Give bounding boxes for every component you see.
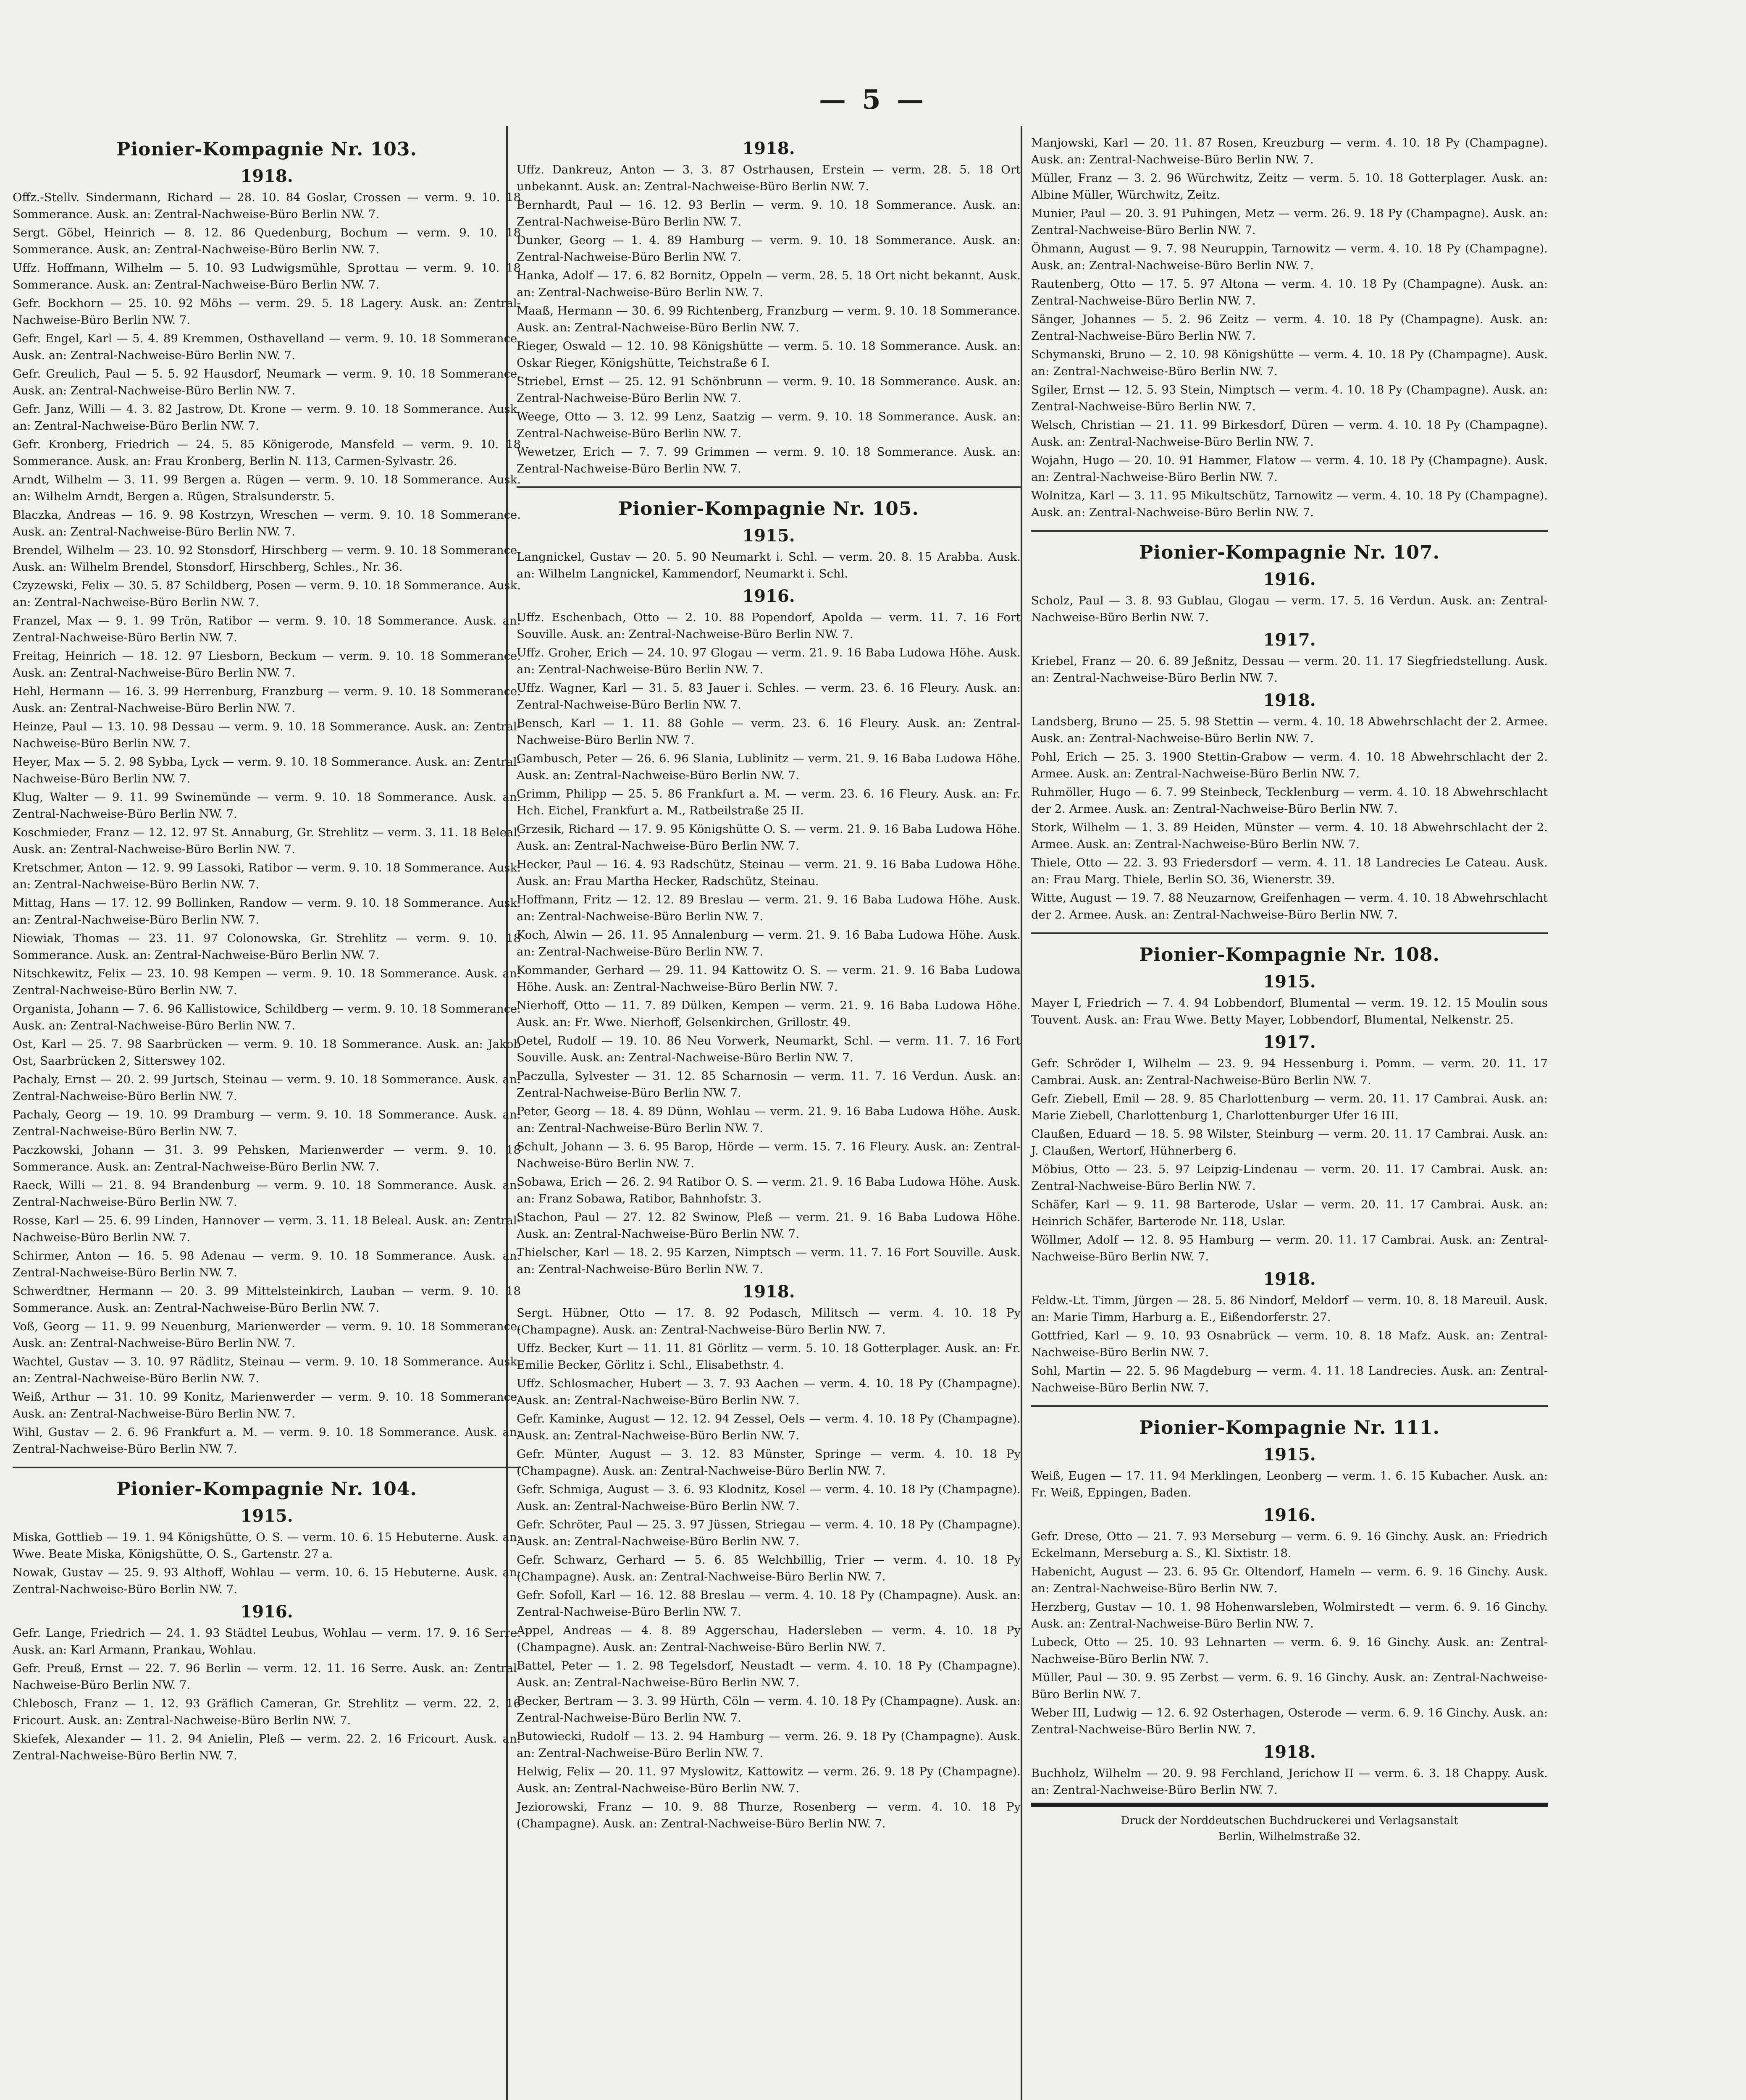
casualty-entry: Gefr. Kronberg, Friedrich — 24. 5. 85 Königerode, Mansfeld — verm. 9. 10. 18 Sommerance. Ausk. an: Frau Kronberg, Berlin N. 113, Carmen-Sylvastr. 26. [13, 438, 521, 468]
year-heading: 1917. [1263, 1032, 1316, 1052]
casualty-entry: Miska, Gottlieb — 19. 1. 94 Königshütte, O. S. — verm. 10. 6. 15 Hebuterne. Ausk. an: Wwe. Beate Miska, Königshütte, O. S., Gartenstr. 27 a. [13, 1530, 521, 1561]
casualty-entry: Schymanski, Bruno — 2. 10. 98 Königshütte — verm. 4. 10. 18 Py (Champagne). Ausk. an: Zentral-Nachweise-Büro Berlin NW. 7. [1031, 348, 1548, 378]
company-heading: Pionier-Kompagnie Nr. 104. [116, 1478, 417, 1500]
casualty-entry: Möbius, Otto — 23. 5. 97 Leipzig-Lindenau — verm. 20. 11. 17 Cambrai. Ausk. an: Zentral-Nachweise-Büro Berlin NW. 7. [1031, 1163, 1548, 1193]
company-heading: Pionier-Kompagnie Nr. 108. [1139, 944, 1440, 966]
casualty-entry: Brendel, Wilhelm — 23. 10. 92 Stonsdorf, Hirschberg — verm. 9. 10. 18 Sommerance. Ausk. an: Wilhelm Brendel, Stonsdorf, Hirschberg, Schles., Nr. 36. [13, 543, 521, 574]
casualty-entry: Gefr. Schmiga, August — 3. 6. 93 Klodnitz, Kosel — verm. 4. 10. 18 Py (Champagne). Ausk. an: Zentral-Nachweise-Büro Berlin NW. 7. [517, 1483, 1021, 1513]
casualty-entry: Kriebel, Franz — 20. 6. 89 Jeßnitz, Dessau — verm. 20. 11. 17 Siegfriedstellung. Ausk. an: Zentral-Nachweise-Büro Berlin NW. 7. [1031, 654, 1548, 685]
casualty-entry: Pachaly, Georg — 19. 10. 99 Dramburg — verm. 9. 10. 18 Sommerance. Ausk. an: Zentral-Nachweise-Büro Berlin NW. 7. [13, 1108, 521, 1138]
casualty-entry: Kommander, Gerhard — 29. 11. 94 Kattowitz O. S. — verm. 21. 9. 16 Baba Ludowa Höhe. Ausk. an: Zentral-Nachweise-Büro Berlin NW. 7. [517, 963, 1021, 994]
casualty-entry: Gefr. Ziebell, Emil — 28. 9. 85 Charlottenburg — verm. 20. 11. 17 Cambrai. Ausk. an: Marie Ziebell, Charlottenburg 1, Charlottenburger Ufer 16 III. [1031, 1092, 1548, 1122]
casualty-entry: Welsch, Christian — 21. 11. 99 Birkesdorf, Düren — verm. 4. 10. 18 Py (Champagne). Ausk. an: Zentral-Nachweise-Büro Berlin NW. 7. [1031, 418, 1548, 449]
casualty-entry: Czyzewski, Felix — 30. 5. 87 Schildberg, Posen — verm. 9. 10. 18 Sommerance. Ausk. an: Zentral-Nachweise-Büro Berlin NW. 7. [13, 579, 521, 609]
casualty-entry: Gefr. Schwarz, Gerhard — 5. 6. 85 Welchbillig, Trier — verm. 4. 10. 18 Py (Champagne). Ausk. an: Zentral-Nachweise-Büro Berlin NW. 7. [517, 1553, 1021, 1583]
casualty-entry: Nitschkewitz, Felix — 23. 10. 98 Kempen — verm. 9. 10. 18 Sommerance. Ausk. an: Zentral-Nachweise-Büro Berlin NW. 7. [13, 967, 521, 997]
casualty-entry: Uffz. Wagner, Karl — 31. 5. 83 Jauer i. Schles. — verm. 23. 6. 16 Fleury. Ausk. an: Zentral-Nachweise-Büro Berlin NW. 7. [517, 681, 1021, 711]
column-middle [517, 134, 1021, 1834]
casualty-entry: Bensch, Karl — 1. 11. 88 Gohle — verm. 23. 6. 16 Fleury. Ausk. an: Zentral-Nachweise-Büro Berlin NW. 7. [517, 717, 1021, 747]
casualty-entry: Müller, Franz — 3. 2. 96 Würchwitz, Zeitz — verm. 5. 10. 18 Gotterplager. Ausk. an: Albine Müller, Würchwitz, Zeitz. [1031, 171, 1548, 202]
casualty-entry: Franzel, Max — 9. 1. 99 Trön, Ratibor — verm. 9. 10. 18 Sommerance. Ausk. an: Zentral-Nachweise-Büro Berlin NW. 7. [13, 614, 521, 644]
casualty-entry: Lubeck, Otto — 25. 10. 93 Lehnarten — verm. 6. 9. 16 Ginchy. Ausk. an: Zentral-Nachweise-Büro Berlin NW. 7. [1031, 1635, 1548, 1666]
casualty-entry: Landsberg, Bruno — 25. 5. 98 Stettin — verm. 4. 10. 18 Abwehrschlacht der 2. Armee. Ausk. an: Zentral-Nachweise-Büro Berlin NW. 7. [1031, 715, 1548, 745]
casualty-entry: Voß, Georg — 11. 9. 99 Neuenburg, Marienwerder — verm. 9. 10. 18 Sommerance. Ausk. an: Zentral-Nachweise-Büro Berlin NW. 7. [13, 1320, 521, 1350]
casualty-entry: Battel, Peter — 1. 2. 98 Tegelsdorf, Neustadt — verm. 4. 10. 18 Py (Champagne). Ausk. an: Zentral-Nachweise-Büro Berlin NW. 7. [517, 1659, 1021, 1689]
casualty-entry: Appel, Andreas — 4. 8. 89 Aggerschau, Hadersleben — verm. 4. 10. 18 Py (Champagne). Ausk. an: Zentral-Nachweise-Büro Berlin NW. 7. [517, 1624, 1021, 1654]
casualty-entry: Sergt. Hübner, Otto — 17. 8. 92 Podasch, Militsch — verm. 4. 10. 18 Py (Champagne). Ausk. an: Zentral-Nachweise-Büro Berlin NW. 7. [517, 1306, 1021, 1336]
casualty-entry: Oetel, Rudolf — 19. 10. 86 Neu Vorwerk, Neumarkt, Schl. — verm. 11. 7. 16 Fort Souville. Ausk. an: Zentral-Nachweise-Büro Berlin NW. 7. [517, 1034, 1021, 1064]
casualty-entry: Paczkowski, Johann — 31. 3. 99 Pehsken, Marienwerder — verm. 9. 10. 18 Sommerance. Ausk. an: Zentral-Nachweise-Büro Berlin NW. 7. [13, 1143, 521, 1173]
casualty-entry: Rosse, Karl — 25. 6. 99 Linden, Hannover — verm. 3. 11. 18 Beleal. Ausk. an: Zentral-Nachweise-Büro Berlin NW. 7. [13, 1214, 521, 1244]
casualty-entry: Rautenberg, Otto — 17. 5. 97 Altona — verm. 4. 10. 18 Py (Champagne). Ausk. an: Zentral-Nachweise-Büro Berlin NW. 7. [1031, 277, 1548, 307]
casualty-entry: Wachtel, Gustav — 3. 10. 97 Rädlitz, Steinau — verm. 9. 10. 18 Sommerance. Ausk. an: Zentral-Nachweise-Büro Berlin NW. 7. [13, 1355, 521, 1385]
section-divider [13, 1467, 521, 1468]
casualty-entry: Gefr. Kaminke, August — 12. 12. 94 Zessel, Oels — verm. 4. 10. 18 Py (Champagne). Ausk. an: Zentral-Nachweise-Büro Berlin NW. 7. [517, 1412, 1021, 1442]
casualty-entry: Wihl, Gustav — 2. 6. 96 Frankfurt a. M. — verm. 9. 10. 18 Sommerance. Ausk. an: Zentral-Nachweise-Büro Berlin NW. 7. [13, 1425, 521, 1456]
casualty-entry: Wöllmer, Adolf — 12. 8. 95 Hamburg — verm. 20. 11. 17 Cambrai. Ausk. an: Zentral-Nachweise-Büro Berlin NW. 7. [1031, 1233, 1548, 1263]
printer-line-2: Berlin, Wilhelmstraße 32. [1218, 1830, 1361, 1843]
year-heading: 1918. [1263, 690, 1316, 710]
casualty-entry: Arndt, Wilhelm — 3. 11. 99 Bergen a. Rügen — verm. 9. 10. 18 Sommerance. Ausk. an: Wilhelm Arndt, Bergen a. Rügen, Stralsunderstr. 5. [13, 473, 521, 503]
casualty-entry: Langnickel, Gustav — 20. 5. 90 Neumarkt i. Schl. — verm. 20. 8. 15 Arabba. Ausk. an: Wilhelm Langnickel, Kammendorf, Neumarkt i. Schl. [517, 550, 1021, 580]
year-heading: 1917. [1263, 630, 1316, 650]
casualty-entry: Grimm, Philipp — 25. 5. 86 Frankfurt a. M. — verm. 23. 6. 16 Fleury. Ausk. an: Fr. Hch. Eichel, Frankfurt a. M., Ratbeilstraße 25 II. [517, 787, 1021, 817]
casualty-entry: Herzberg, Gustav — 10. 1. 98 Hohenwarsleben, Wolmirstedt — verm. 6. 9. 16 Ginchy. Ausk. an: Zentral-Nachweise-Büro Berlin NW. 7. [1031, 1600, 1548, 1630]
casualty-entry: Chlebosch, Franz — 1. 12. 93 Gräflich Cameran, Gr. Strehlitz — verm. 22. 2. 16 Fricourt. Ausk. an: Zentral-Nachweise-Büro Berlin NW. 7. [13, 1697, 521, 1727]
casualty-entry: Thiele, Otto — 22. 3. 93 Friedersdorf — verm. 4. 11. 18 Landrecies Le Cateau. Ausk. an: Frau Marg. Thiele, Berlin SO. 36, Wienerstr. 39. [1031, 856, 1548, 886]
section-divider [1031, 932, 1548, 934]
casualty-entry: Scholz, Paul — 3. 8. 93 Gublau, Glogau — verm. 17. 5. 16 Verdun. Ausk. an: Zentral-Nachweise-Büro Berlin NW. 7. [1031, 594, 1548, 624]
casualty-entry: Sohl, Martin — 22. 5. 96 Magdeburg — verm. 4. 11. 18 Landrecies. Ausk. an: Zentral-Nachweise-Büro Berlin NW. 7. [1031, 1364, 1548, 1394]
casualty-entry: Claußen, Eduard — 18. 5. 98 Wilster, Steinburg — verm. 20. 11. 17 Cambrai. Ausk. an: J. Claußen, Wertorf, Hühnerberg 6. [1031, 1127, 1548, 1158]
year-heading: 1915. [742, 526, 795, 546]
casualty-entry: Habenicht, August — 23. 6. 95 Gr. Oltendorf, Hameln — verm. 6. 9. 16 Ginchy. Ausk. an: Zentral-Nachweise-Büro Berlin NW. 7. [1031, 1565, 1548, 1595]
casualty-entry: Stachon, Paul — 27. 12. 82 Swinow, Pleß — verm. 21. 9. 16 Baba Ludowa Höhe. Ausk. an: Zentral-Nachweise-Büro Berlin NW. 7. [517, 1210, 1021, 1241]
year-heading: 1918. [1263, 1742, 1316, 1762]
casualty-entry: Hoffmann, Fritz — 12. 12. 89 Breslau — verm. 21. 9. 16 Baba Ludowa Höhe. Ausk. an: Zentral-Nachweise-Büro Berlin NW. 7. [517, 893, 1021, 923]
year-heading: 1916. [240, 1602, 293, 1622]
casualty-entry: Schirmer, Anton — 16. 5. 98 Adenau — verm. 9. 10. 18 Sommerance. Ausk. an: Zentral-Nachweise-Büro Berlin NW. 7. [13, 1249, 521, 1279]
casualty-entry: Striebel, Ernst — 25. 12. 91 Schönbrunn — verm. 9. 10. 18 Sommerance. Ausk. an: Zentral-Nachweise-Büro Berlin NW. 7. [517, 375, 1021, 405]
casualty-entry: Skiefek, Alexander — 11. 2. 94 Anielin, Pleß — verm. 22. 2. 16 Fricourt. Ausk. an: Zentral-Nachweise-Büro Berlin NW. 7. [13, 1732, 521, 1762]
casualty-entry: Weiß, Arthur — 31. 10. 99 Konitz, Marienwerder — verm. 9. 10. 18 Sommerance. Ausk. an: Zentral-Nachweise-Büro Berlin NW. 7. [13, 1390, 521, 1420]
year-heading: 1915. [1263, 972, 1316, 992]
casualty-entry: Wojahn, Hugo — 20. 10. 91 Hammer, Flatow — verm. 4. 10. 18 Py (Champagne). Ausk. an: Zentral-Nachweise-Büro Berlin NW. 7. [1031, 454, 1548, 484]
casualty-entry: Gefr. Janz, Willi — 4. 3. 82 Jastrow, Dt. Krone — verm. 9. 10. 18 Sommerance. Ausk. an: Zentral-Nachweise-Büro Berlin NW. 7. [13, 402, 521, 433]
casualty-entry: Paczulla, Sylvester — 31. 12. 85 Scharnosin — verm. 11. 7. 16 Verdun. Ausk. an: Zentral-Nachweise-Büro Berlin NW. 7. [517, 1069, 1021, 1100]
casualty-entry: Wewetzer, Erich — 7. 7. 99 Grimmen — verm. 9. 10. 18 Sommerance. Ausk. an: Zentral-Nachweise-Büro Berlin NW. 7. [517, 445, 1021, 475]
casualty-entry: Munier, Paul — 20. 3. 91 Puhingen, Metz — verm. 26. 9. 18 Py (Champagne). Ausk. an: Zentral-Nachweise-Büro Berlin NW. 7. [1031, 207, 1548, 237]
casualty-entry: Gefr. Münter, August — 3. 12. 83 Münster, Springe — verm. 4. 10. 18 Py (Champagne). Ausk. an: Zentral-Nachweise-Büro Berlin NW. 7. [517, 1447, 1021, 1478]
casualty-entry: Gefr. Drese, Otto — 21. 7. 93 Merseburg — verm. 6. 9. 16 Ginchy. Ausk. an: Friedrich Eckelmann, Merseburg a. S., Kl. Sixtistr. 18. [1031, 1530, 1548, 1560]
casualty-entry: Dunker, Georg — 1. 4. 89 Hamburg — verm. 9. 10. 18 Sommerance. Ausk. an: Zentral-Nachweise-Büro Berlin NW. 7. [517, 234, 1021, 264]
casualty-entry: Niewiak, Thomas — 23. 11. 97 Colonowska, Gr. Strehlitz — verm. 9. 10. 18 Sommerance. Ausk. an: Zentral-Nachweise-Büro Berlin NW. 7. [13, 932, 521, 962]
casualty-entry: Gottfried, Karl — 9. 10. 93 Osnabrück — verm. 10. 8. 18 Mafz. Ausk. an: Zentral-Nachweise-Büro Berlin NW. 7. [1031, 1329, 1548, 1359]
casualty-entry: Heyer, Max — 5. 2. 98 Sybba, Lyck — verm. 9. 10. 18 Sommerance. Ausk. an: Zentral-Nachweise-Büro Berlin NW. 7. [13, 755, 521, 785]
casualty-entry: Mayer I, Friedrich — 7. 4. 94 Lobbendorf, Blumental — verm. 19. 12. 15 Moulin sous Touvent. Ausk. an: Frau Wwe. Betty Mayer, Lobbendorf, Blumental, Nelkenstr. 25. [1031, 996, 1548, 1026]
casualty-entry: Wolnitza, Karl — 3. 11. 95 Mikultschütz, Tarnowitz — verm. 4. 10. 18 Py (Champagne). Ausk. an: Zentral-Nachweise-Büro Berlin NW. 7. [1031, 489, 1548, 519]
year-heading: 1916. [1263, 1505, 1316, 1525]
casualty-entry: Sobawa, Erich — 26. 2. 94 Ratibor O. S. — verm. 21. 9. 16 Baba Ludowa Höhe. Ausk. an: Franz Sobawa, Ratibor, Bahnhofstr. 3. [517, 1175, 1021, 1205]
section-divider [1031, 530, 1548, 532]
casualty-entry: Maaß, Hermann — 30. 6. 99 Richtenberg, Franzburg — verm. 9. 10. 18 Sommerance. Ausk. an: Zentral-Nachweise-Büro Berlin NW. 7. [517, 304, 1021, 334]
casualty-entry: Uffz. Groher, Erich — 24. 10. 97 Glogau — verm. 21. 9. 16 Baba Ludowa Höhe. Ausk. an: Zentral-Nachweise-Büro Berlin NW. 7. [517, 646, 1021, 676]
casualty-entry: Gefr. Lange, Friedrich — 24. 1. 93 Städtel Leubus, Wohlau — verm. 17. 9. 16 Serre. Ausk. an: Karl Armann, Prankau, Wohlau. [13, 1626, 521, 1656]
casualty-entry: Becker, Bertram — 3. 3. 99 Hürth, Cöln — verm. 4. 10. 18 Py (Champagne). Ausk. an: Zentral-Nachweise-Büro Berlin NW. 7. [517, 1694, 1021, 1725]
casualty-entry: Helwig, Felix — 20. 11. 97 Myslowitz, Kattowitz — verm. 26. 9. 18 Py (Champagne). Ausk. an: Zentral-Nachweise-Büro Berlin NW. 7. [517, 1765, 1021, 1795]
casualty-entry: Nowak, Gustav — 25. 9. 93 Althoff, Wohlau — verm. 10. 6. 15 Hebuterne. Ausk. an: Zentral-Nachweise-Büro Berlin NW. 7. [13, 1566, 521, 1596]
year-heading: 1918. [1263, 1269, 1316, 1289]
casualty-entry: Feldw.-Lt. Timm, Jürgen — 28. 5. 86 Nindorf, Meldorf — verm. 10. 8. 18 Mareuil. Ausk. an: Marie Timm, Harburg a. E., Eißendorferstr. 27. [1031, 1294, 1548, 1324]
year-heading: 1918. [240, 166, 293, 186]
casualty-entry: Mittag, Hans — 17. 12. 99 Bollinken, Randow — verm. 9. 10. 18 Sommerance. Ausk. an: Zentral-Nachweise-Büro Berlin NW. 7. [13, 896, 521, 927]
casualty-entry: Gefr. Schröder I, Wilhelm — 23. 9. 94 Hessenburg i. Pomm. — verm. 20. 11. 17 Cambrai. Ausk. an: Zentral-Nachweise-Büro Berlin NW. 7. [1031, 1057, 1548, 1087]
year-heading: 1918. [742, 1282, 795, 1302]
casualty-entry: Gefr. Greulich, Paul — 5. 5. 92 Hausdorf, Neumark — verm. 9. 10. 18 Sommerance. Ausk. an: Zentral-Nachweise-Büro Berlin NW. 7. [13, 367, 521, 397]
section-divider [1031, 1405, 1548, 1407]
casualty-entry: Sergt. Göbel, Heinrich — 8. 12. 86 Quedenburg, Bochum — verm. 9. 10. 18 Sommerance. Ausk. an: Zentral-Nachweise-Büro Berlin NW. 7. [13, 226, 521, 256]
casualty-entry: Gefr. Sofoll, Karl — 16. 12. 88 Breslau — verm. 4. 10. 18 Py (Champagne). Ausk. an: Zentral-Nachweise-Büro Berlin NW. 7. [517, 1588, 1021, 1619]
casualty-entry: Gefr. Engel, Karl — 5. 4. 89 Kremmen, Osthavelland — verm. 9. 10. 18 Sommerance. Ausk. an: Zentral-Nachweise-Büro Berlin NW. 7. [13, 332, 521, 362]
casualty-entry: Gefr. Preuß, Ernst — 22. 7. 96 Berlin — verm. 12. 11. 16 Serre. Ausk. an: Zentral-Nachweise-Büro Berlin NW. 7. [13, 1662, 521, 1692]
casualty-entry: Manjowski, Karl — 20. 11. 87 Rosen, Kreuzburg — verm. 4. 10. 18 Py (Champagne). Ausk. an: Zentral-Nachweise-Büro Berlin NW. 7. [1031, 136, 1548, 166]
casualty-entry: Grzesik, Richard — 17. 9. 95 Königshütte O. S. — verm. 21. 9. 16 Baba Ludowa Höhe. Ausk. an: Zentral-Nachweise-Büro Berlin NW. 7. [517, 822, 1021, 853]
casualty-entry: Peter, Georg — 18. 4. 89 Dünn, Wohlau — verm. 21. 9. 16 Baba Ludowa Höhe. Ausk. an: Zentral-Nachweise-Büro Berlin NW. 7. [517, 1105, 1021, 1135]
casualty-entry: Uffz. Hoffmann, Wilhelm — 5. 10. 93 Ludwigsmühle, Sprottau — verm. 9. 10. 18 Sommerance. Ausk. an: Zentral-Nachweise-Büro Berlin NW. 7. [13, 261, 521, 291]
casualty-entry: Müller, Paul — 30. 9. 95 Zerbst — verm. 6. 9. 16 Ginchy. Ausk. an: Zentral-Nachweise-Büro Berlin NW. 7. [1031, 1671, 1548, 1701]
casualty-entry: Pachaly, Ernst — 20. 2. 99 Jurtsch, Steinau — verm. 9. 10. 18 Sommerance. Ausk. an: Zentral-Nachweise-Büro Berlin NW. 7. [13, 1073, 521, 1103]
casualty-entry: Klug, Walter — 9. 11. 99 Swinemünde — verm. 9. 10. 18 Sommerance. Ausk. an: Zentral-Nachweise-Büro Berlin NW. 7. [13, 790, 521, 821]
casualty-entry: Offz.-Stellv. Sindermann, Richard — 28. 10. 84 Goslar, Crossen — verm. 9. 10. 18 Sommerance. Ausk. an: Zentral-Nachweise-Büro Berlin NW. 7. [13, 191, 521, 221]
year-heading: 1916. [1263, 570, 1316, 589]
casualty-entry: Uffz. Schlosmacher, Hubert — 3. 7. 93 Aachen — verm. 4. 10. 18 Py (Champagne). Ausk. an: Zentral-Nachweise-Büro Berlin NW. 7. [517, 1377, 1021, 1407]
casualty-entry: Organista, Johann — 7. 6. 96 Kallistowice, Schildberg — verm. 9. 10. 18 Sommerance. Ausk. an: Zentral-Nachweise-Büro Berlin NW. 7. [13, 1002, 521, 1032]
year-heading: 1915. [240, 1506, 293, 1526]
casualty-entry: Sgiler, Ernst — 12. 5. 93 Stein, Nimptsch — verm. 4. 10. 18 Py (Champagne). Ausk. an: Zentral-Nachweise-Büro Berlin NW. 7. [1031, 383, 1548, 413]
section-divider [517, 486, 1021, 488]
year-heading: 1915. [1263, 1445, 1316, 1465]
casualty-entry: Uffz. Dankreuz, Anton — 3. 3. 87 Ostrhausen, Erstein — verm. 28. 5. 18 Ort unbekannt. Ausk. an: Zentral-Nachweise-Büro Berlin NW. 7. [517, 163, 1021, 193]
year-heading: 1918. [742, 139, 795, 158]
casualty-entry: Pohl, Erich — 25. 3. 1900 Stettin-Grabow — verm. 4. 10. 18 Abwehrschlacht der 2. Armee. Ausk. an: Zentral-Nachweise-Büro Berlin NW. 7. [1031, 750, 1548, 780]
casualty-entry: Hecker, Paul — 16. 4. 93 Radschütz, Steinau — verm. 21. 9. 16 Baba Ludowa Höhe. Ausk. an: Frau Martha Hecker, Radschütz, Steinau. [517, 858, 1021, 888]
column-left [13, 134, 521, 1766]
casualty-entry: Koschmieder, Franz — 12. 12. 97 St. Annaburg, Gr. Strehlitz — verm. 3. 11. 18 Beleal. Ausk. an: Zentral-Nachweise-Büro Berlin NW. 7. [13, 826, 521, 856]
casualty-entry: Schäfer, Karl — 9. 11. 98 Barterode, Uslar — verm. 20. 11. 17 Cambrai. Ausk. an: Heinrich Schäfer, Barterode Nr. 118, Uslar. [1031, 1198, 1548, 1228]
company-heading: Pionier-Kompagnie Nr. 103. [116, 139, 417, 160]
casualty-entry: Buchholz, Wilhelm — 20. 9. 98 Ferchland, Jerichow II — verm. 6. 3. 18 Chappy. Ausk. an: Zentral-Nachweise-Büro Berlin NW. 7. [1031, 1767, 1548, 1797]
casualty-entry: Gefr. Schröter, Paul — 25. 3. 97 Jüssen, Striegau — verm. 4. 10. 18 Py (Champagne). Ausk. an: Zentral-Nachweise-Büro Berlin NW. 7. [517, 1518, 1021, 1548]
casualty-entry: Öhmann, August — 9. 7. 98 Neuruppin, Tarnowitz — verm. 4. 10. 18 Py (Champagne). Ausk. an: Zentral-Nachweise-Büro Berlin NW. 7. [1031, 242, 1548, 272]
casualty-entry: Nierhoff, Otto — 11. 7. 89 Dülken, Kempen — verm. 21. 9. 16 Baba Ludowa Höhe. Ausk. an: Fr. Wwe. Nierhoff, Gelsenkirchen, Grillostr. 49. [517, 999, 1021, 1029]
company-heading: Pionier-Kompagnie Nr. 111. [1139, 1417, 1440, 1438]
casualty-entry: Uffz. Eschenbach, Otto — 2. 10. 88 Popendorf, Apolda — verm. 11. 7. 16 Fort Souville. Ausk. an: Zentral-Nachweise-Büro Berlin NW. 7. [517, 611, 1021, 641]
year-heading: 1916. [742, 586, 795, 606]
casualty-entry: Stork, Wilhelm — 1. 3. 89 Heiden, Münster — verm. 4. 10. 18 Abwehrschlacht der 2. Armee. Ausk. an: Zentral-Nachweise-Büro Berlin NW. 7. [1031, 821, 1548, 851]
casualty-entry: Uffz. Becker, Kurt — 11. 11. 81 Görlitz — verm. 5. 10. 18 Gotterplager. Ausk. an: Fr. Emilie Becker, Görlitz i. Schl., Elisabethstr. 4. [517, 1341, 1021, 1372]
printer-imprint [1031, 1803, 1548, 1845]
casualty-entry: Gefr. Bockhorn — 25. 10. 92 Möhs — verm. 29. 5. 18 Lagery. Ausk. an: Zentral-Nachweise-Büro Berlin NW. 7. [13, 297, 521, 327]
casualty-entry: Koch, Alwin — 26. 11. 95 Annalenburg — verm. 21. 9. 16 Baba Ludowa Höhe. Ausk. an: Zentral-Nachweise-Büro Berlin NW. 7. [517, 928, 1021, 958]
column-right [1031, 134, 1548, 1845]
casualty-entry: Thielscher, Karl — 18. 2. 95 Karzen, Nimptsch — verm. 11. 7. 16 Fort Souville. Ausk. an: Zentral-Nachweise-Büro Berlin NW. 7. [517, 1246, 1021, 1276]
page-number: — 5 — [819, 84, 927, 116]
casualty-entry: Raeck, Willi — 21. 8. 94 Brandenburg — verm. 9. 10. 18 Sommerance. Ausk. an: Zentral-Nachweise-Büro Berlin NW. 7. [13, 1179, 521, 1209]
casualty-entry: Blaczka, Andreas — 16. 9. 98 Kostrzyn, Wreschen — verm. 9. 10. 18 Sommerance. Ausk. an: Zentral-Nachweise-Büro Berlin NW. 7. [13, 508, 521, 538]
casualty-entry: Heinze, Paul — 13. 10. 98 Dessau — verm. 9. 10. 18 Sommerance. Ausk. an: Zentral-Nachweise-Büro Berlin NW. 7. [13, 720, 521, 750]
printer-line-1: Druck der Norddeutschen Buchdruckerei und Verlagsanstalt [1121, 1814, 1458, 1827]
company-heading: Pionier-Kompagnie Nr. 105. [618, 498, 919, 520]
casualty-entry: Ruhmöller, Hugo — 6. 7. 99 Steinbeck, Tecklenburg — verm. 4. 10. 18 Abwehrschlacht der 2. Armee. Ausk. an: Zentral-Nachweise-Büro Berlin NW. 7. [1031, 785, 1548, 816]
casualty-entry: Bernhardt, Paul — 16. 12. 93 Berlin — verm. 9. 10. 18 Sommerance. Ausk. an: Zentral-Nachweise-Büro Berlin NW. 7. [517, 198, 1021, 228]
company-heading: Pionier-Kompagnie Nr. 107. [1139, 542, 1440, 563]
casualty-entry: Kretschmer, Anton — 12. 9. 99 Lassoki, Ratibor — verm. 9. 10. 18 Sommerance. Ausk. an: Zentral-Nachweise-Büro Berlin NW. 7. [13, 861, 521, 891]
casualty-entry: Hanka, Adolf — 17. 6. 82 Bornitz, Oppeln — verm. 28. 5. 18 Ort nicht bekannt. Ausk. an: Zentral-Nachweise-Büro Berlin NW. 7. [517, 269, 1021, 299]
casualty-entry: Schult, Johann — 3. 6. 95 Barop, Hörde — verm. 15. 7. 16 Fleury. Ausk. an: Zentral-Nachweise-Büro Berlin NW. 7. [517, 1140, 1021, 1170]
column-right-entries [1031, 134, 1548, 1798]
casualty-entry: Jeziorowski, Franz — 10. 9. 88 Thurze, Rosenberg — verm. 4. 10. 18 Py (Champagne). Ausk. an: Zentral-Nachweise-Büro Berlin NW. 7. [517, 1800, 1021, 1830]
casualty-entry: Butowiecki, Rudolf — 13. 2. 94 Hamburg — verm. 26. 9. 18 Py (Champagne). Ausk. an: Zentral-Nachweise-Büro Berlin NW. 7. [517, 1730, 1021, 1760]
casualty-entry: Rieger, Oswald — 12. 10. 98 Königshütte — verm. 5. 10. 18 Sommerance. Ausk. an: Oskar Rieger, Königshütte, Teichstraße 6 I. [517, 339, 1021, 370]
casualty-entry: Sänger, Johannes — 5. 2. 96 Zeitz — verm. 4. 10. 18 Py (Champagne). Ausk. an: Zentral-Nachweise-Büro Berlin NW. 7. [1031, 312, 1548, 343]
casualty-entry: Schwerdtner, Hermann — 20. 3. 99 Mittelsteinkirch, Lauban — verm. 9. 10. 18 Sommerance. Ausk. an: Zentral-Nachweise-Büro Berlin NW. 7. [13, 1284, 521, 1315]
casualty-entry: Freitag, Heinrich — 18. 12. 97 Liesborn, Beckum — verm. 9. 10. 18 Sommerance. Ausk. an: Zentral-Nachweise-Büro Berlin NW. 7. [13, 649, 521, 680]
casualty-entry: Weege, Otto — 3. 12. 99 Lenz, Saatzig — verm. 9. 10. 18 Sommerance. Ausk. an: Zentral-Nachweise-Büro Berlin NW. 7. [517, 410, 1021, 440]
casualty-entry: Weber III, Ludwig — 12. 6. 92 Osterhagen, Osterode — verm. 6. 9. 16 Ginchy. Ausk. an: Zentral-Nachweise-Büro Berlin NW. 7. [1031, 1706, 1548, 1736]
casualty-entry: Witte, August — 19. 7. 88 Neuzarnow, Greifenhagen — verm. 4. 10. 18 Abwehrschlacht der 2. Armee. Ausk. an: Zentral-Nachweise-Büro Berlin NW. 7. [1031, 891, 1548, 921]
casualty-entry: Weiß, Eugen — 17. 11. 94 Merklingen, Leonberg — verm. 1. 6. 15 Kubacher. Ausk. an: Fr. Weiß, Eppingen, Baden. [1031, 1469, 1548, 1499]
casualty-entry: Ost, Karl — 25. 7. 98 Saarbrücken — verm. 9. 10. 18 Sommerance. Ausk. an: Jakob Ost, Saarbrücken 2, Sitterswey 102. [13, 1037, 521, 1068]
casualty-entry: Hehl, Hermann — 16. 3. 99 Herrenburg, Franzburg — verm. 9. 10. 18 Sommerance. Ausk. an: Zentral-Nachweise-Büro Berlin NW. 7. [13, 685, 521, 715]
column-divider [1021, 126, 1022, 2100]
casualty-entry: Gambusch, Peter — 26. 6. 96 Slania, Lublinitz — verm. 21. 9. 16 Baba Ludowa Höhe. Ausk. an: Zentral-Nachweise-Büro Berlin NW. 7. [517, 752, 1021, 782]
